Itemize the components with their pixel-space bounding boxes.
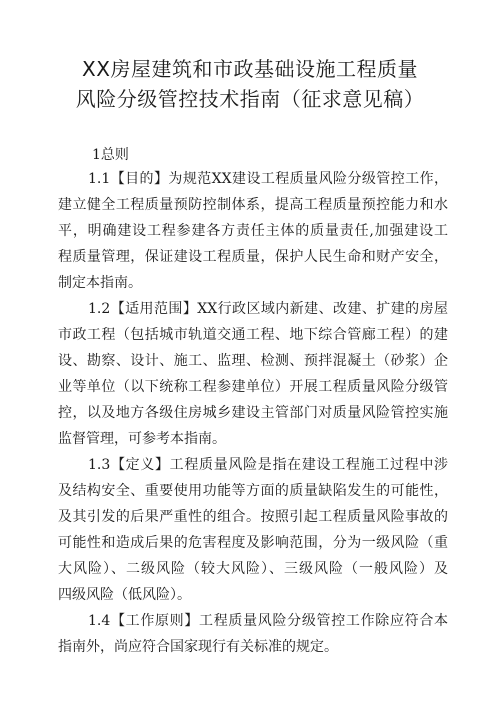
paragraph-1-2-line: 控，以及地方各级住房城乡建设主管部门对质量风险管控实施 — [58, 405, 448, 421]
paragraph-1-3-line: 1.3【定义】工程质量风险是指在建设工程施工过程中涉 — [88, 457, 448, 473]
paragraph-1-3-line: 大风险）、二级风险（较大风险）、三级风险（一般风险）及 — [58, 561, 448, 577]
paragraph-1-2-line: 监督管理，可参考本指南。 — [58, 431, 226, 447]
paragraph-1-2-line: 设、勘察、设计、施工、监理、检测、预拌混凝土（砂浆）企 — [58, 353, 448, 369]
paragraph-1-4-line: 1.4【工作原则】工程质量风险分级管控工作除应符合本 — [88, 613, 448, 629]
paragraph-1-2-line: 市政工程（包括城市轨道交通工程、地下综合管廊工程）的建 — [58, 327, 448, 343]
paragraph-1-1-line: 平，明确建设工程参建各方责任主体的质量责任,加强建设工 — [58, 223, 448, 239]
paragraph-1-1-line: 建立健全工程质量预防控制体系，提高工程质量预控能力和水 — [58, 197, 448, 213]
document-title-line-2: 风险分级管控技术指南（征求意见稿） — [75, 87, 425, 111]
paragraph-1-3-line: 及其引发的后果严重性的组合。按照引起工程质量风险事故的 — [58, 509, 448, 525]
paragraph-1-2-line: 1.2【适用范围】XX行政区域内新建、改建、扩建的房屋 — [88, 301, 448, 317]
section-heading: 1总则 — [92, 147, 129, 163]
document-title-line-1: XX房屋建筑和市政基础设施工程质量 — [82, 57, 418, 81]
paragraph-1-2-line: 业等单位（以下统称工程参建单位）开展工程质量风险分级管 — [58, 379, 448, 395]
paragraph-1-1-line: 程质量管理，保证建设工程质量，保护人民生命和财产安全， — [58, 249, 448, 265]
paragraph-1-1-line: 制定本指南。 — [58, 275, 142, 291]
paragraph-1-4-line: 指南外，尚应符合国家现行有关标准的规定。 — [58, 639, 338, 655]
paragraph-1-3-line: 四级风险（低风险）。 — [58, 587, 191, 603]
paragraph-1-3-line: 可能性和造成后果的危害程度及影响范围，分为一级风险（重 — [58, 535, 448, 551]
paragraph-1-1-line: 1.1【目的】为规范XX建设工程质量风险分级管控工作， — [88, 171, 448, 187]
paragraph-1-3-line: 及结构安全、重要使用功能等方面的质量缺陷发生的可能性， — [58, 483, 448, 499]
